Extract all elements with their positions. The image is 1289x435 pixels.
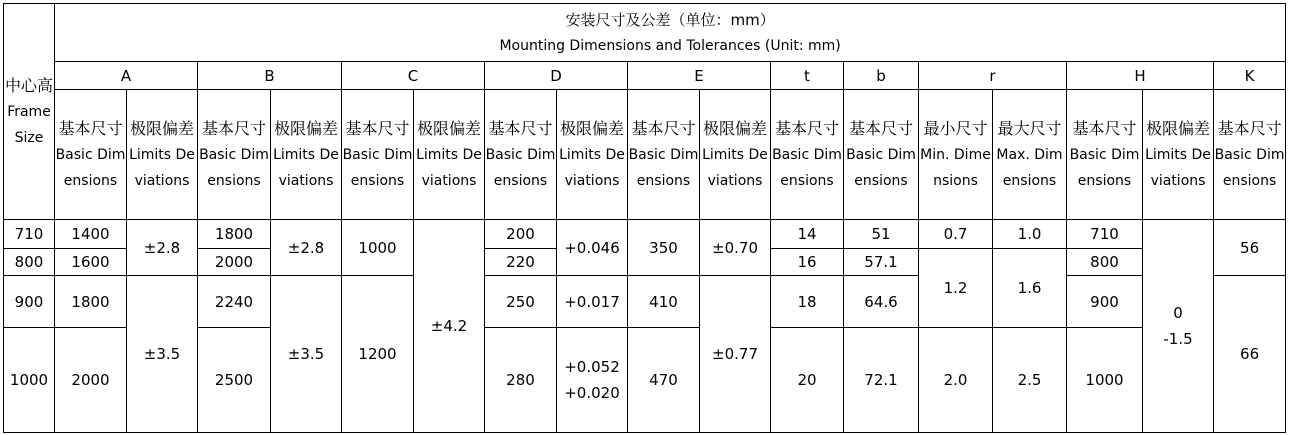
a-basic-cell: 1800: [55, 276, 127, 328]
subheader-e-basic: 基本尺寸 Basic Dimensions: [628, 90, 700, 220]
group-header-t: t: [771, 62, 844, 90]
a-basic-cell: 1400: [55, 220, 127, 249]
group-header-b: B: [198, 62, 342, 90]
subheader-r-max: 最大尺寸 Max. Dimensions: [993, 90, 1067, 220]
table-title-zh: 安装尺寸及公差（单位：mm）: [565, 10, 775, 29]
c-tolerance-cell: ±4.2: [414, 220, 485, 433]
r-max-cell: 1.0: [993, 220, 1067, 249]
b-basic-cell: 2240: [198, 276, 271, 328]
a-basic-cell: 2000: [55, 328, 127, 433]
t-basic-cell: 14: [771, 220, 844, 249]
dimensions-page: [3, 3, 1285, 431]
d-tolerance-cell: +0.017: [557, 276, 628, 328]
d-basic-cell: 280: [485, 328, 557, 433]
group-header-e: E: [628, 62, 771, 90]
b-basic-cell: 1800: [198, 220, 271, 249]
h-basic-cell: 800: [1067, 249, 1143, 276]
group-header-a: A: [55, 62, 198, 90]
frame-size-header: [4, 4, 55, 220]
b-lower-basic-cell: 51: [844, 220, 919, 249]
subheader-b-limits: 极限偏差 Limits Deviations: [271, 90, 342, 220]
subheader-d-basic: 基本尺寸 Basic Dimensions: [485, 90, 557, 220]
h-tolerance-lower: -1.5: [1163, 330, 1193, 348]
a-basic-cell: 1600: [55, 249, 127, 276]
subheader-c-limits: 极限偏差 Limits Deviations: [414, 90, 485, 220]
group-header-b-lower: b: [844, 62, 919, 90]
t-basic-cell: 16: [771, 249, 844, 276]
h-basic-cell: 710: [1067, 220, 1143, 249]
subheader-r-min: 最小尺寸 Min. Dimensions: [919, 90, 993, 220]
subheader-d-limits: 极限偏差 Limits Deviations: [557, 90, 628, 220]
frame-size-cell: 900: [4, 276, 55, 328]
b-lower-basic-cell: 72.1: [844, 328, 919, 433]
h-basic-cell: 1000: [1067, 328, 1143, 433]
d-tolerance-lower: +0.020: [564, 384, 620, 402]
group-header-c: C: [342, 62, 485, 90]
b-tolerance-cell: ±3.5: [271, 276, 342, 433]
k-basic-cell: 56: [1214, 220, 1286, 276]
subheader-t-basic: 基本尺寸 Basic Dimensions: [771, 90, 844, 220]
subheader-a-limits: 极限偏差 Limits Deviations: [127, 90, 198, 220]
h-tolerance-cell: [1143, 220, 1214, 433]
table-title-en: Mounting Dimensions and Tolerances (Unit: mm): [499, 37, 841, 54]
subheader-h-limits: 极限偏差 Limits Deviations: [1143, 90, 1214, 220]
dimensions-table: [3, 3, 1286, 433]
r-min-cell: 1.2: [919, 249, 993, 328]
c-basic-cell: 1000: [342, 220, 414, 276]
b-tolerance-cell: ±2.8: [271, 220, 342, 276]
d-basic-cell: 200: [485, 220, 557, 249]
b-basic-cell: 2500: [198, 328, 271, 433]
d-tolerance-upper: +0.052: [564, 358, 620, 376]
group-header-r: r: [919, 62, 1067, 90]
b-lower-basic-cell: 64.6: [844, 276, 919, 328]
frame-size-header-en: Frame Size: [7, 103, 51, 146]
subheader-b-lower-basic: 基本尺寸 Basic Dimensions: [844, 90, 919, 220]
frame-size-header-zh: 中心高: [4, 75, 53, 95]
h-tolerance-upper: 0: [1173, 304, 1183, 322]
group-header-k: K: [1214, 62, 1286, 90]
subheader-e-limits: 极限偏差 Limits Deviations: [700, 90, 771, 220]
r-min-cell: 0.7: [919, 220, 993, 249]
subheader-b-basic: 基本尺寸 Basic Dimensions: [198, 90, 271, 220]
r-max-cell: 1.6: [993, 249, 1067, 328]
a-tolerance-cell: ±3.5: [127, 276, 198, 433]
table-title: [55, 4, 1286, 62]
r-max-cell: 2.5: [993, 328, 1067, 433]
d-tolerance-cell: +0.046: [557, 220, 628, 276]
subheader-a-basic: 基本尺寸 Basic Dimensions: [55, 90, 127, 220]
h-basic-cell: 900: [1067, 276, 1143, 328]
frame-size-cell: 710: [4, 220, 55, 249]
e-basic-cell: 470: [628, 328, 700, 433]
t-basic-cell: 18: [771, 276, 844, 328]
e-tolerance-cell: ±0.77: [700, 276, 771, 433]
b-lower-basic-cell: 57.1: [844, 249, 919, 276]
subheader-h-basic: 基本尺寸 Basic Dimensions: [1067, 90, 1143, 220]
d-tolerance-cell: [557, 328, 628, 433]
e-tolerance-cell: ±0.70: [700, 220, 771, 276]
d-basic-cell: 220: [485, 249, 557, 276]
t-basic-cell: 20: [771, 328, 844, 433]
frame-size-cell: 800: [4, 249, 55, 276]
group-header-h: H: [1067, 62, 1214, 90]
e-basic-cell: 410: [628, 276, 700, 328]
r-min-cell: 2.0: [919, 328, 993, 433]
b-basic-cell: 2000: [198, 249, 271, 276]
subheader-c-basic: 基本尺寸 Basic Dimensions: [342, 90, 414, 220]
c-basic-cell: 1200: [342, 276, 414, 433]
group-header-d: D: [485, 62, 628, 90]
d-basic-cell: 250: [485, 276, 557, 328]
e-basic-cell: 350: [628, 220, 700, 276]
subheader-k-basic: 基本尺寸 Basic Dimensions: [1214, 90, 1286, 220]
k-basic-cell: 66: [1214, 276, 1286, 433]
frame-size-cell: 1000: [4, 328, 55, 433]
a-tolerance-cell: ±2.8: [127, 220, 198, 276]
